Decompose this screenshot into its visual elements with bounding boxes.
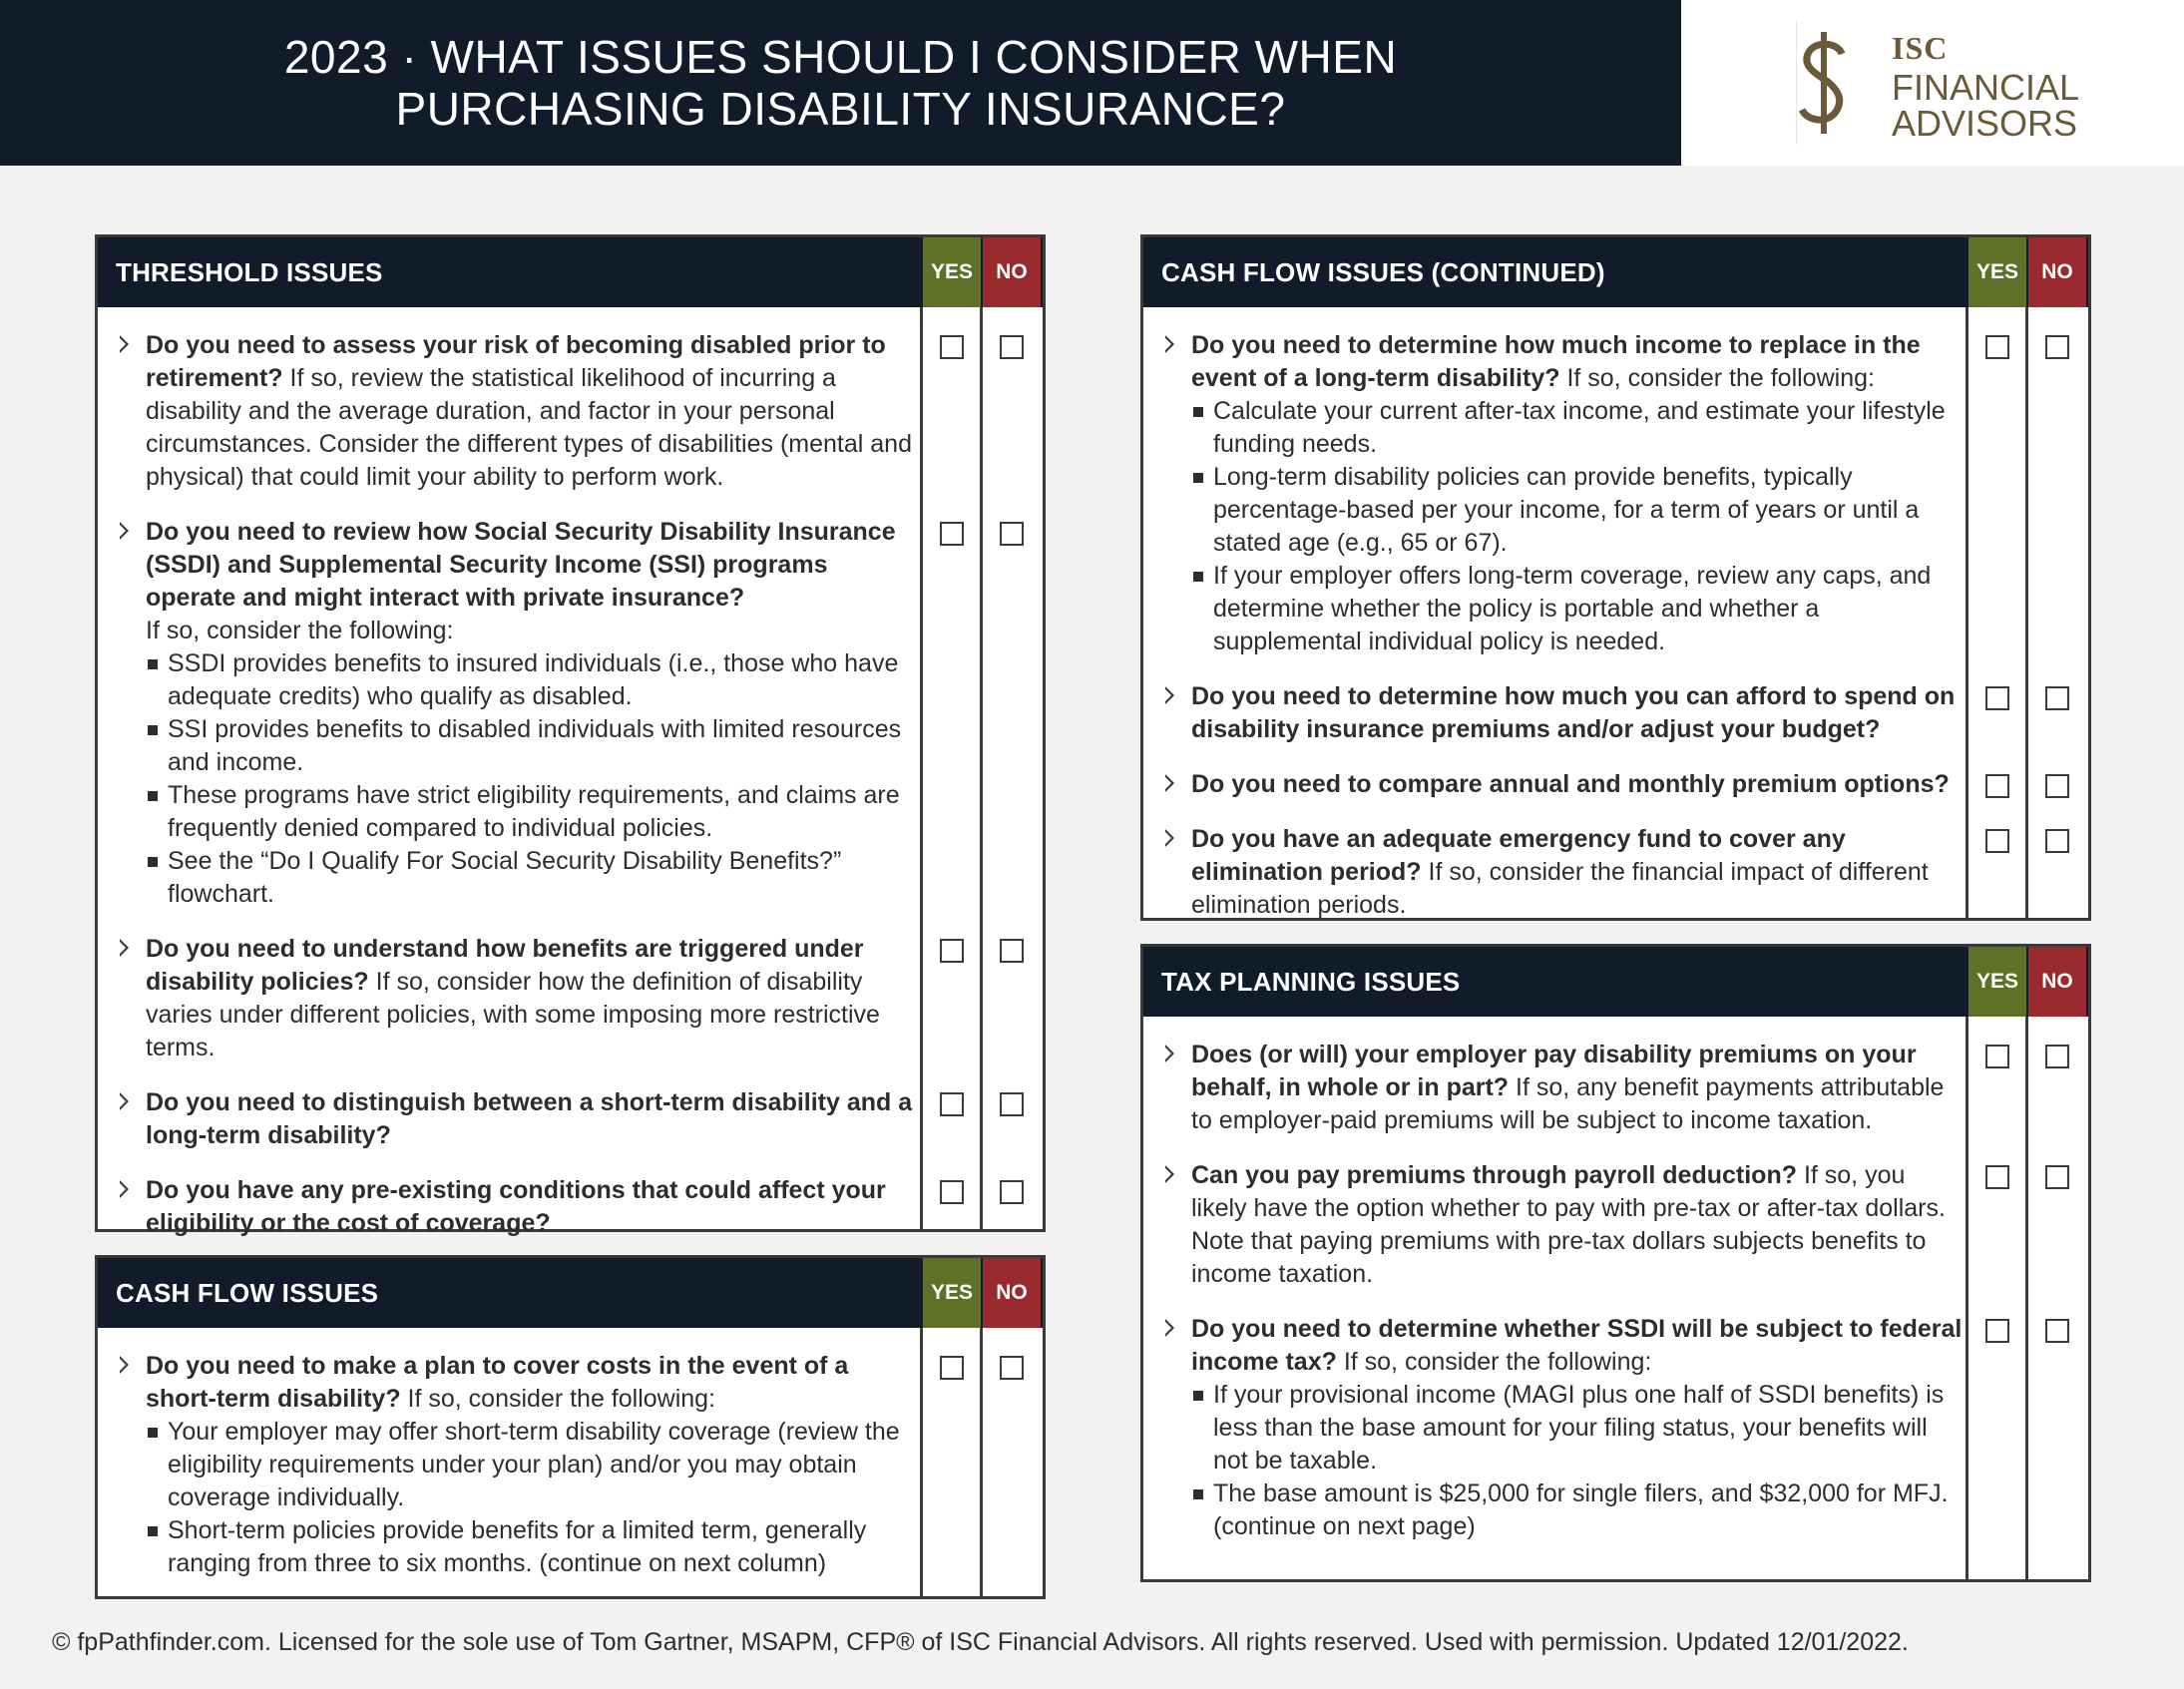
no-column-header: NO	[2028, 947, 2086, 1017]
question-detail: If so, consider the financial impact of different elimination periods.	[1191, 858, 1929, 919]
no-checkbox[interactable]	[1000, 522, 1024, 546]
bullet-item: Calculate your current after-tax income, and estimate your lifestyle funding needs.	[1191, 395, 1966, 461]
section-title: CASH FLOW ISSUES (CONTINUED)	[1161, 257, 1605, 287]
section-body	[98, 307, 1043, 1272]
question-item	[1167, 823, 1966, 922]
question-text: Do you need to distinguish between a short-term disability and a long-term disability?	[146, 1088, 913, 1149]
section-header	[98, 1258, 1043, 1328]
yes-checkbox[interactable]	[1985, 1045, 2009, 1068]
no-checkbox[interactable]	[2045, 829, 2069, 853]
question-text: Does (or will) your employer pay disability premiums on your behalf, in whole or in part?	[1191, 1041, 1917, 1101]
page-title-line-1: 2023 · WHAT ISSUES SHOULD I CONSIDER WHEN	[283, 31, 1398, 83]
page-header	[0, 0, 1681, 166]
no-checkbox[interactable]	[2045, 1319, 2069, 1343]
no-checkbox[interactable]	[1000, 1180, 1024, 1204]
yes-checkbox[interactable]	[1985, 335, 2009, 359]
section-header	[1143, 947, 2088, 1017]
bullet-item: If your provisional income (MAGI plus one half of SSDI benefits) is less than the base amount for your filing status, your benefits will not be taxable.	[1191, 1379, 1966, 1478]
tax-planning-issues-section	[1140, 944, 2091, 1582]
isc-logo-icon	[1794, 28, 1854, 138]
question-item	[122, 516, 921, 911]
question-text: Do you need to determine how much you can afford to spend on disability insurance premiums and/or adjust your budget?	[1191, 682, 1956, 743]
yes-checkbox[interactable]	[940, 522, 964, 546]
question-text: Can you pay premiums through payroll deduction?	[1191, 1161, 1797, 1189]
question-detail: If so, any benefit payments attributable to employer-paid premiums will be subject to income taxation.	[1191, 1073, 1945, 1134]
page-title	[284, 31, 1397, 135]
question-detail: If so, consider the following:	[1559, 364, 1875, 392]
cash-flow-issues-section	[95, 1255, 1046, 1599]
question-text: Do you need to review how Social Security Disability Insurance (SSDI) and Supplemental Security Income (SSI) programs operate and might interact with private insurance?	[146, 518, 896, 612]
question-item	[1167, 680, 1966, 746]
bullet-item: See the “Do I Qualify For Social Security Disability Benefits?” flowchart.	[146, 845, 921, 911]
section-header	[98, 237, 1043, 307]
question-item	[122, 1086, 921, 1152]
question-detail: If so, you likely have the option whether to pay with pre-tax or after-tax dollars. Note that paying premiums with pre-tax dollars subjects benefits to income taxation.	[1191, 1161, 1946, 1288]
question-item	[122, 1350, 921, 1580]
yes-checkbox[interactable]	[1985, 1165, 2009, 1189]
logo-line-2: FINANCIAL	[1892, 67, 2080, 108]
question-item	[1167, 1039, 1966, 1137]
section-title: CASH FLOW ISSUES	[116, 1278, 379, 1308]
section-body	[1143, 307, 2088, 954]
yes-column-header: YES	[923, 237, 981, 307]
footer-copyright: © fpPathfinder.com. Licensed for the sole use of Tom Gartner, MSAPM, CFP® of ISC Financial Advisors. All rights reserved. Used with permission. Updated 12/01/2022.	[52, 1628, 1909, 1656]
question-detail: If so, consider the following:	[1336, 1348, 1652, 1376]
yes-checkbox[interactable]	[940, 1092, 964, 1116]
yes-checkbox[interactable]	[1985, 686, 2009, 710]
question-text: Do you have an adequate emergency fund to cover any elimination period?	[1191, 825, 1846, 886]
bullet-item: If your employer offers long-term coverage, review any caps, and determine whether the policy is portable and whether a supplemental individual policy is needed.	[1191, 560, 1966, 658]
no-checkbox[interactable]	[1000, 939, 1024, 963]
question-detail: If so, review the statistical likelihood of incurring a disability and the average duration, and factor in your personal circumstances. Consider the different types of disabilities (mental and physical) that could limit your ability to perform work.	[146, 364, 912, 491]
bullet-item: Long-term disability policies can provide benefits, typically percentage-based per your income, for a term of years or until a stated age (e.g., 65 or 67).	[1191, 461, 1966, 560]
section-title: THRESHOLD ISSUES	[116, 257, 383, 287]
bullet-item: SSDI provides benefits to insured individuals (i.e., those who have adequate credits) who qualify as disabled.	[146, 647, 921, 713]
question-text: Do you need to compare annual and monthly premium options?	[1191, 770, 1950, 798]
no-column-header: NO	[2028, 237, 2086, 307]
bullet-item: These programs have strict eligibility requirements, and claims are frequently denied compared to individual policies.	[146, 779, 921, 845]
no-checkbox[interactable]	[1000, 335, 1024, 359]
yes-checkbox[interactable]	[940, 335, 964, 359]
no-checkbox[interactable]	[1000, 1356, 1024, 1380]
question-item	[122, 933, 921, 1064]
no-checkbox[interactable]	[2045, 1165, 2069, 1189]
page-title-line-2: PURCHASING DISABILITY INSURANCE?	[395, 83, 1286, 135]
yes-column-header: YES	[1968, 947, 2026, 1017]
no-checkbox[interactable]	[1000, 1092, 1024, 1116]
question-item	[1167, 1313, 1966, 1543]
question-item	[122, 1174, 921, 1240]
section-body	[1143, 1017, 2088, 1575]
logo-line-1: ISC	[1892, 30, 1949, 66]
bullet-item: SSI provides benefits to disabled individuals with limited resources and income.	[146, 713, 921, 779]
no-checkbox[interactable]	[2045, 1045, 2069, 1068]
logo-text	[1892, 30, 2079, 142]
no-checkbox[interactable]	[2045, 335, 2069, 359]
question-text: Do you need to understand how benefits are triggered under disability policies?	[146, 935, 864, 996]
bullet-item: Short-term policies provide benefits for a limited term, generally ranging from three to six months. (continue on next column)	[146, 1514, 921, 1580]
no-column-header: NO	[983, 237, 1041, 307]
yes-checkbox[interactable]	[1985, 774, 2009, 798]
question-text: Do you have any pre-existing conditions that could affect your eligibility or the cost of coverage?	[146, 1176, 886, 1237]
question-item	[122, 329, 921, 494]
yes-checkbox[interactable]	[940, 939, 964, 963]
question-detail: If so, consider the following:	[146, 617, 454, 644]
logo-divider	[1796, 20, 1797, 145]
question-item	[1167, 1159, 1966, 1291]
section-title: TAX PLANNING ISSUES	[1161, 967, 1461, 997]
threshold-issues-section	[95, 234, 1046, 1237]
no-checkbox[interactable]	[2045, 774, 2069, 798]
yes-column-header: YES	[923, 1258, 981, 1328]
bullet-item: The base amount is $25,000 for single filers, and $32,000 for MFJ. (continue on next page)	[1191, 1478, 1966, 1543]
question-text: Do you need to assess your risk of becoming disabled prior to retirement?	[146, 331, 886, 392]
bullet-item: Your employer may offer short-term disability coverage (review the eligibility requirements under your plan) and/or you may obtain coverage individually.	[146, 1416, 921, 1514]
yes-checkbox[interactable]	[1985, 1319, 2009, 1343]
question-detail: If so, consider how the definition of disability varies under different policies, with some imposing more restrictive terms.	[146, 968, 880, 1061]
yes-checkbox[interactable]	[940, 1356, 964, 1380]
question-text: Do you need to determine how much income to replace in the event of a long-term disability?	[1191, 331, 1921, 392]
yes-checkbox[interactable]	[940, 1180, 964, 1204]
question-item	[1167, 768, 1966, 801]
yes-checkbox[interactable]	[1985, 829, 2009, 853]
question-item	[1167, 329, 1966, 658]
no-checkbox[interactable]	[2045, 686, 2069, 710]
cash-flow-issues-continued-section	[1140, 234, 2091, 921]
question-detail: If so, consider the following:	[400, 1385, 716, 1413]
section-body	[98, 1328, 1043, 1612]
logo-line-3: ADVISORS	[1892, 103, 2078, 144]
question-text: Do you need to make a plan to cover costs in the event of a short-term disability?	[146, 1352, 849, 1413]
yes-column-header: YES	[1968, 237, 2026, 307]
no-column-header: NO	[983, 1258, 1041, 1328]
question-text: Do you need to determine whether SSDI will be subject to federal income tax?	[1191, 1315, 1963, 1376]
section-header	[1143, 237, 2088, 307]
